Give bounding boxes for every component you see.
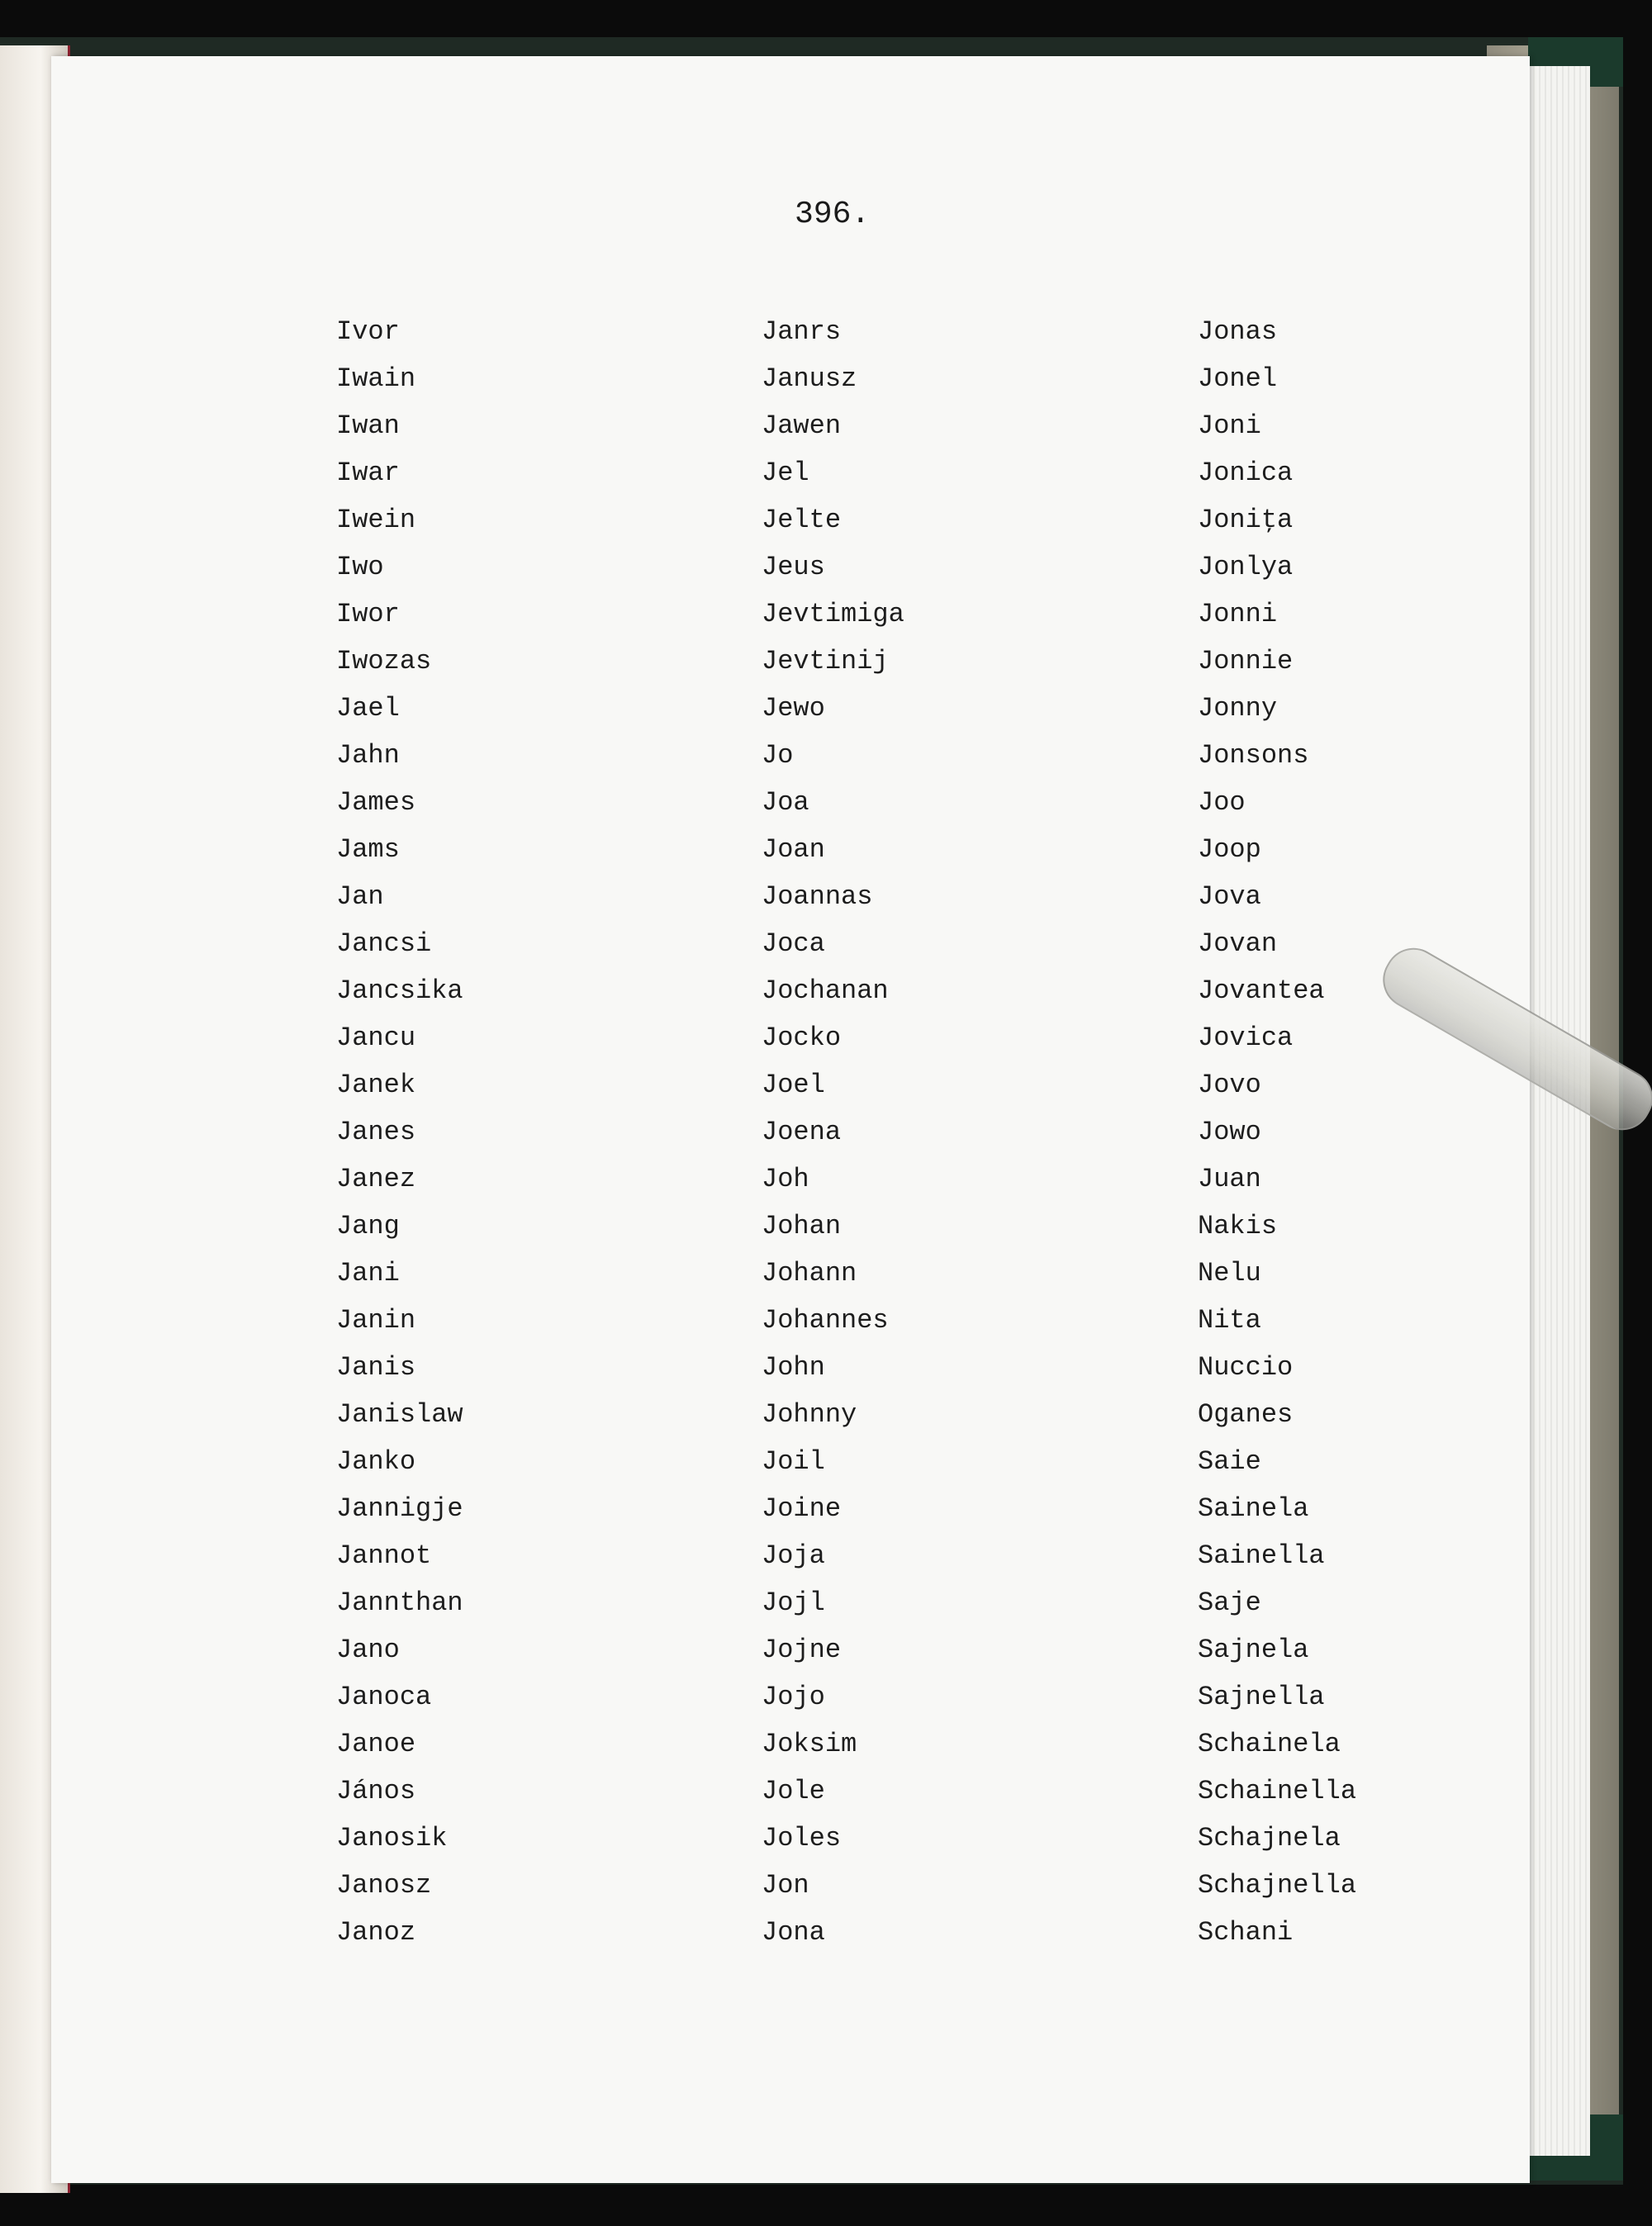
name-entry: Janusz: [762, 363, 857, 394]
name-entry: Jano: [336, 1635, 400, 1665]
book-page: [51, 56, 1530, 2183]
name-entry: Nelu: [1198, 1258, 1261, 1289]
name-entry: Joja: [762, 1540, 825, 1571]
name-entry: Iwo: [336, 552, 384, 582]
name-column-2: [762, 308, 904, 1956]
name-entry: Jael: [336, 693, 400, 724]
name-entry: Nita: [1198, 1305, 1261, 1336]
name-entry: Joop: [1198, 834, 1261, 865]
name-entry: Iwor: [336, 599, 400, 629]
name-entry: Iwein: [336, 505, 416, 535]
name-entry: Jams: [336, 834, 400, 865]
name-entry: Jovo: [1198, 1070, 1261, 1100]
name-entry: Janin: [336, 1305, 416, 1336]
name-entry: Jocko: [762, 1023, 842, 1053]
name-entry: Jan: [336, 881, 384, 912]
name-entry: Janes: [336, 1117, 416, 1147]
name-entry: Jancu: [336, 1023, 416, 1053]
name-entry: Jo: [762, 740, 794, 771]
name-entry: Jevtinij: [762, 646, 889, 676]
name-entry: Joannas: [762, 881, 873, 912]
name-entry: Joni: [1198, 411, 1261, 441]
name-entry: Jon: [762, 1870, 809, 1901]
name-entry: Janrs: [762, 316, 842, 347]
name-entry: Jewo: [762, 693, 825, 724]
name-entry: Joles: [762, 1823, 842, 1853]
name-entry: Schainella: [1198, 1776, 1357, 1806]
name-entry: Jochanan: [762, 975, 889, 1006]
name-entry: Jeus: [762, 552, 825, 582]
name-entry: Saje: [1198, 1588, 1261, 1618]
name-entry: Joan: [762, 834, 825, 865]
name-entry: Sajnela: [1198, 1635, 1309, 1665]
name-entry: Jancsika: [336, 975, 463, 1006]
name-entry: Jannthan: [336, 1588, 463, 1618]
name-entry: Jonny: [1198, 693, 1278, 724]
name-entry: Juan: [1198, 1164, 1261, 1194]
name-entry: Schajnela: [1198, 1823, 1341, 1853]
name-entry: Jannigje: [336, 1493, 463, 1524]
name-entry: Schani: [1198, 1917, 1294, 1948]
name-entry: Jova: [1198, 881, 1261, 912]
name-entry: Jawen: [762, 411, 842, 441]
name-entry: Janislaw: [336, 1399, 463, 1430]
name-entry: Jowo: [1198, 1117, 1261, 1147]
name-entry: Jovantea: [1198, 975, 1325, 1006]
name-entry: Janoca: [336, 1682, 432, 1712]
name-entry: Janoe: [336, 1729, 416, 1759]
name-entry: Jelte: [762, 505, 842, 535]
name-entry: Joa: [762, 787, 809, 818]
name-entry: Janoz: [336, 1917, 416, 1948]
name-entry: Ivor: [336, 316, 400, 347]
name-entry: János: [336, 1776, 416, 1806]
name-entry: Jojo: [762, 1682, 825, 1712]
name-entry: Janek: [336, 1070, 416, 1100]
name-entry: Jel: [762, 458, 809, 488]
name-entry: Jona: [762, 1917, 825, 1948]
name-entry: Sainela: [1198, 1493, 1309, 1524]
page-number: 396.: [795, 197, 871, 232]
name-entry: Jonni: [1198, 599, 1278, 629]
name-entry: Joksim: [762, 1729, 857, 1759]
name-entry: Joine: [762, 1493, 842, 1524]
name-entry: Jole: [762, 1776, 825, 1806]
name-entry: Iwain: [336, 363, 416, 394]
name-entry: Janosz: [336, 1870, 432, 1901]
name-entry: Jahn: [336, 740, 400, 771]
name-entry: Joh: [762, 1164, 809, 1194]
name-entry: Jancsi: [336, 928, 432, 959]
name-entry: Jonnie: [1198, 646, 1294, 676]
name-entry: Iwan: [336, 411, 400, 441]
name-entry: Joniţa: [1198, 505, 1294, 535]
name-entry: Johann: [762, 1258, 857, 1289]
name-entry: Joca: [762, 928, 825, 959]
name-entry: Iwozas: [336, 646, 432, 676]
name-entry: Johnny: [762, 1399, 857, 1430]
name-entry: Jonel: [1198, 363, 1278, 394]
name-entry: Janez: [336, 1164, 416, 1194]
name-column-3: [1198, 308, 1356, 1956]
name-entry: Jevtimiga: [762, 599, 904, 629]
name-entry: Johannes: [762, 1305, 889, 1336]
name-entry: Joel: [762, 1070, 825, 1100]
name-entry: Sainella: [1198, 1540, 1325, 1571]
name-entry: Nakis: [1198, 1211, 1278, 1241]
name-entry: Jannot: [336, 1540, 432, 1571]
name-entry: Jani: [336, 1258, 400, 1289]
name-entry: Jojne: [762, 1635, 842, 1665]
name-entry: James: [336, 787, 416, 818]
name-entry: Joo: [1198, 787, 1246, 818]
name-entry: Joil: [762, 1446, 825, 1477]
name-entry: Jojl: [762, 1588, 825, 1618]
name-entry: Iwar: [336, 458, 400, 488]
name-column-1: [336, 308, 463, 1956]
name-entry: Janosik: [336, 1823, 448, 1853]
name-entry: Jonsons: [1198, 740, 1309, 771]
name-entry: Jonlya: [1198, 552, 1294, 582]
name-entry: Sajnella: [1198, 1682, 1325, 1712]
name-entry: Jonas: [1198, 316, 1278, 347]
name-entry: Jang: [336, 1211, 400, 1241]
name-entry: Nuccio: [1198, 1352, 1294, 1383]
name-entry: Saie: [1198, 1446, 1261, 1477]
name-entry: Oganes: [1198, 1399, 1294, 1430]
name-entry: Johan: [762, 1211, 842, 1241]
name-entry: Jovan: [1198, 928, 1278, 959]
name-entry: Schajnella: [1198, 1870, 1357, 1901]
name-entry: Schainela: [1198, 1729, 1341, 1759]
name-entry: Janis: [336, 1352, 416, 1383]
name-entry: Joena: [762, 1117, 842, 1147]
name-entry: Janko: [336, 1446, 416, 1477]
name-entry: Jovica: [1198, 1023, 1294, 1053]
name-entry: John: [762, 1352, 825, 1383]
name-entry: Jonica: [1198, 458, 1294, 488]
